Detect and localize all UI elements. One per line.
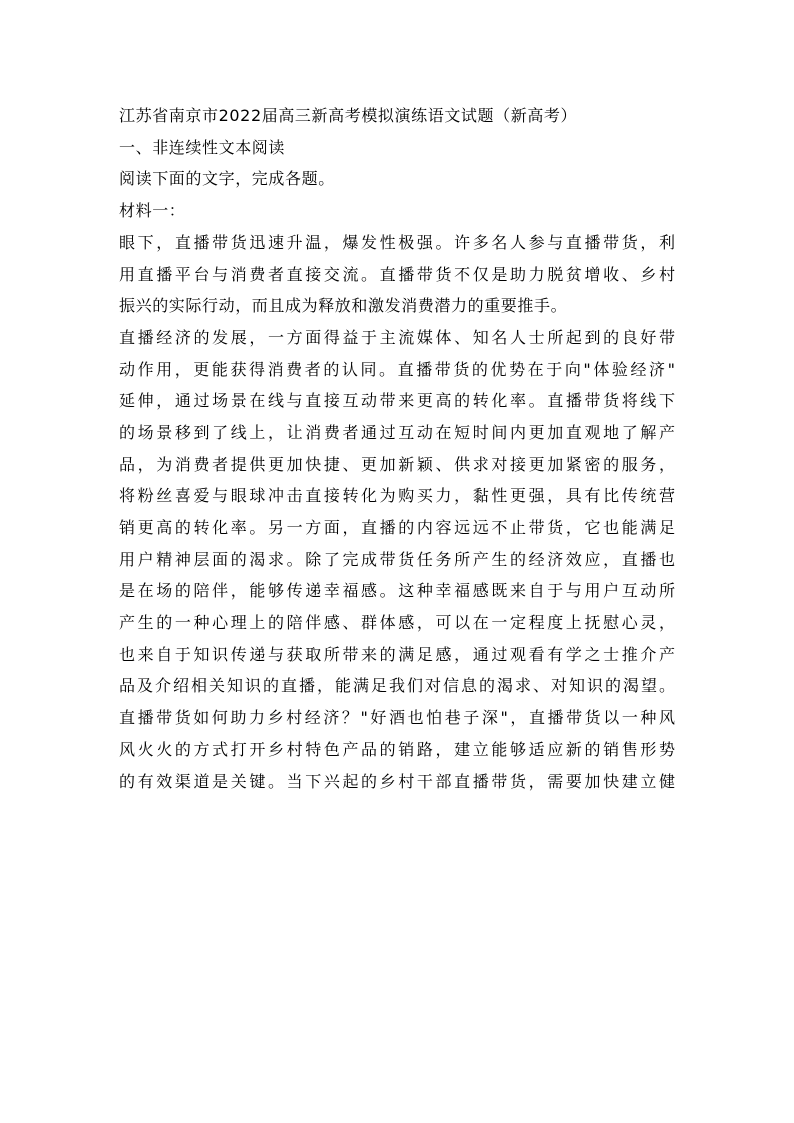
paragraph-line: 直播经济的发展，一方面得益于主流媒体、知名人士所起到的良好带 — [119, 327, 675, 347]
paragraph-line: 产生的一种心理上的陪伴感、群体感，可以在一定程度上抚慰心灵， — [119, 613, 675, 633]
paragraph-line: 品，为消费者提供更加快捷、更加新颖、供求对接更加紧密的服务， — [119, 454, 675, 474]
section-heading: 一、非连续性文本阅读 — [119, 137, 286, 157]
instruction-text: 阅读下面的文字，完成各题。 — [119, 169, 335, 189]
paragraph-line: 用户精神层面的渴求。除了完成带货任务所产生的经济效应，直播也 — [119, 549, 675, 569]
document-page — [119, 100, 675, 797]
paragraph-line: 延伸，通过场景在线与直接互动带来更高的转化率。直播带货将线下 — [119, 391, 675, 411]
paragraph-line: 风火火的方式打开乡村特色产品的销路，建立能够适应新的销售形势 — [119, 739, 675, 759]
paragraph-line: 将粉丝喜爱与眼球冲击直接转化为购买力，黏性更强，具有比传统营 — [119, 486, 675, 506]
paragraph-line: 销更高的转化率。另一方面，直播的内容远远不止带货，它也能满足 — [119, 518, 675, 538]
paragraph-line: 是在场的陪伴，能够传递幸福感。这种幸福感既来自于与用户互动所 — [119, 581, 675, 601]
document-title: 江苏省南京市2022届高三新高考模拟演练语文试题（新高考） — [119, 106, 578, 125]
paragraph-2 — [119, 322, 675, 702]
material-label: 材料一： — [119, 201, 186, 221]
paragraph-line: 直播带货如何助力乡村经济？"好酒也怕巷子深"，直播带货以一种风 — [119, 708, 675, 728]
paragraph-line: 的有效渠道是关键。当下兴起的乡村干部直播带货，需要加快建立健 — [119, 771, 675, 791]
paragraph-line: 动作用，更能获得消费者的认同。直播带货的优势在于向"体验经济" — [119, 359, 675, 379]
paragraph-line: 的场景移到了线上，让消费者通过互动在短时间内更加直观地了解产 — [119, 422, 675, 442]
paragraph-line: 振兴的实际行动，而且成为释放和激发消费潜力的重要推手。 — [119, 296, 568, 316]
paragraph-line: 品及介绍相关知识的直播，能满足我们对信息的渴求、对知识的渴望。 — [119, 676, 675, 696]
paragraph-3 — [119, 702, 675, 797]
paragraph-1 — [119, 227, 675, 322]
paragraph-line: 眼下，直播带货迅速升温，爆发性极强。许多名人参与直播带货，利 — [119, 232, 675, 252]
paragraph-line: 也来自于知识传递与获取所带来的满足感，通过观看有学之士推介产 — [119, 644, 675, 664]
paragraph-line: 用直播平台与消费者直接交流。直播带货不仅是助力脱贫增收、乡村 — [119, 264, 675, 284]
